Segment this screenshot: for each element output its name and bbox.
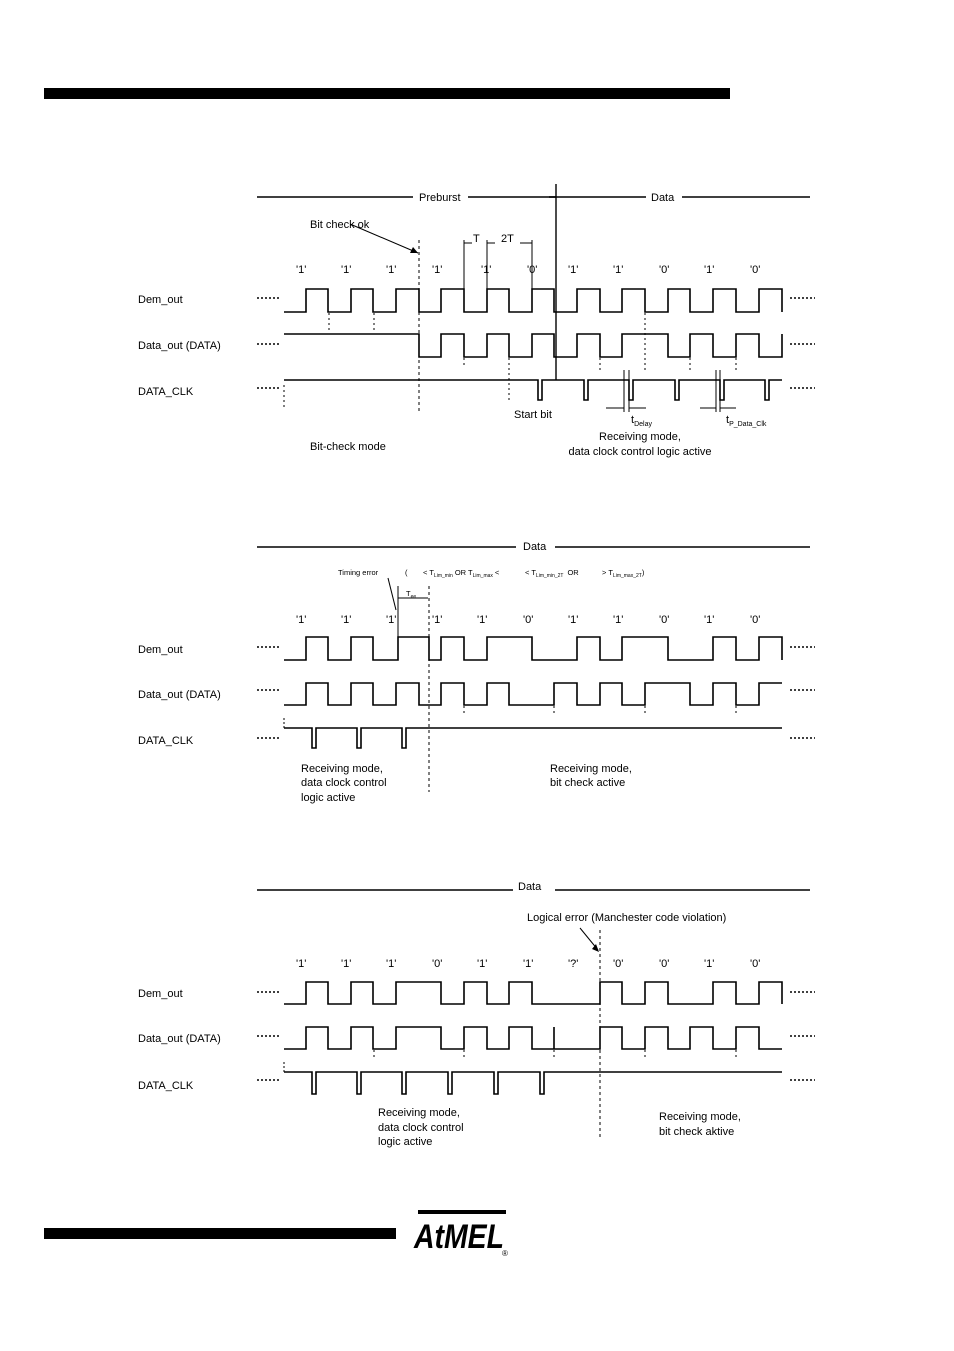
atmel-logo bbox=[410, 1206, 510, 1258]
d3-left-line2: data clock control bbox=[378, 1122, 464, 1134]
d2-open-paren: ( bbox=[405, 568, 408, 577]
d1-header-data: Data bbox=[651, 192, 675, 204]
d1-bit: '0' bbox=[527, 264, 538, 276]
d2-bit: '1' bbox=[432, 614, 443, 626]
d1-bit: '1' bbox=[386, 264, 397, 276]
d2-bit: '0' bbox=[523, 614, 534, 626]
d1-bit-labels bbox=[296, 264, 760, 276]
d3-bit: '1' bbox=[341, 958, 352, 970]
d3-signal-data-clk: DATA_CLK bbox=[138, 1080, 194, 1092]
d3-signal-data-out: Data_out (DATA) bbox=[138, 1033, 221, 1045]
d2-right-line1: Receiving mode, bbox=[550, 763, 632, 775]
d3-signal-dem-out: Dem_out bbox=[138, 988, 183, 1000]
d1-bit-check-ok: Bit check ok bbox=[310, 219, 370, 231]
d3-bit-labels bbox=[296, 958, 760, 970]
d2-bit: '1' bbox=[704, 614, 715, 626]
d2-bit: '0' bbox=[750, 614, 761, 626]
d3-bit: '1' bbox=[296, 958, 307, 970]
d1-bit: '1' bbox=[481, 264, 492, 276]
d2-bit: '1' bbox=[477, 614, 488, 626]
d2-bit-labels bbox=[296, 614, 760, 626]
d1-start-bit: Start bit bbox=[514, 409, 552, 421]
d2-bit: '0' bbox=[659, 614, 670, 626]
d3-bit: '0' bbox=[613, 958, 624, 970]
d2-left-line2: data clock control bbox=[301, 777, 387, 789]
d3-left-line1: Receiving mode, bbox=[378, 1107, 460, 1119]
d2-lim-min: < $T_{Lim\_min}$ OR $T_{Lim\_max}$ < bbox=[423, 568, 500, 579]
d3-bit: '0' bbox=[750, 958, 761, 970]
d2-signal-data-clk: DATA_CLK bbox=[138, 735, 194, 747]
d3-header-data: Data bbox=[518, 881, 542, 893]
d2-bit: '1' bbox=[613, 614, 624, 626]
d2-header-data: Data bbox=[523, 541, 547, 553]
d3-bit: '?' bbox=[568, 958, 579, 970]
logo-registered: ® bbox=[502, 1249, 508, 1258]
d1-bit-check-mode: Bit-check mode bbox=[310, 441, 386, 453]
d3-bit: '1' bbox=[523, 958, 534, 970]
d2-bit: '1' bbox=[341, 614, 352, 626]
d1-bit: '1' bbox=[613, 264, 624, 276]
d1-receiving-mode-2: data clock control logic active bbox=[568, 446, 712, 458]
d3-bit: '1' bbox=[386, 958, 397, 970]
d1-bit: '1' bbox=[704, 264, 715, 276]
d3-left-line3: logic active bbox=[378, 1136, 433, 1148]
d2-timing-error: Timing error bbox=[338, 568, 379, 577]
d2-right-line2: bit check active bbox=[550, 777, 626, 789]
d2-tee: $T_{ee}$ bbox=[406, 589, 417, 600]
logo-text: AtMEL bbox=[413, 1218, 504, 1256]
diagram-2 bbox=[257, 547, 815, 792]
d3-bit: '1' bbox=[477, 958, 488, 970]
d1-signal-data-out: Data_out (DATA) bbox=[138, 340, 221, 352]
d3-right-line2: bit check aktive bbox=[659, 1126, 735, 1138]
d1-signal-data-clk: DATA_CLK bbox=[138, 386, 194, 398]
d2-bit: '1' bbox=[296, 614, 307, 626]
d3-logical-error: Logical error (Manchester code violation) bbox=[527, 912, 727, 924]
d1-bit: '0' bbox=[659, 264, 670, 276]
d2-bit: '1' bbox=[568, 614, 579, 626]
d3-bit: '0' bbox=[432, 958, 443, 970]
d1-signal-dem-out: Dem_out bbox=[138, 294, 183, 306]
d1-t-delay: $t_{Delay}$ bbox=[631, 414, 652, 428]
d1-receiving-mode-1: Receiving mode, bbox=[599, 431, 681, 443]
d2-signal-dem-out: Dem_out bbox=[138, 644, 183, 656]
d3-bit: '0' bbox=[659, 958, 670, 970]
d2-left-line3: logic active bbox=[301, 792, 356, 804]
d3-bit: '1' bbox=[704, 958, 715, 970]
d1-bit: '1' bbox=[432, 264, 443, 276]
d2-left-line1: Receiving mode, bbox=[301, 763, 383, 775]
d1-bit: '0' bbox=[750, 264, 761, 276]
d2-bit: '1' bbox=[386, 614, 397, 626]
d1-T-label: T bbox=[473, 233, 480, 245]
d1-bit: '1' bbox=[341, 264, 352, 276]
d1-2T-label: 2T bbox=[501, 233, 514, 245]
d3-right-line1: Receiving mode, bbox=[659, 1111, 741, 1123]
d1-bit: '1' bbox=[296, 264, 307, 276]
d1-header-preburst: Preburst bbox=[419, 192, 461, 204]
d2-lim-max-2t: > $T_{Lim\_max\_2T}$) bbox=[602, 568, 645, 579]
d2-timing-error-line bbox=[338, 568, 645, 600]
d1-t-pdataclk: $t_{P\_Data\_Clk}$ bbox=[726, 414, 767, 428]
d1-bit: '1' bbox=[568, 264, 579, 276]
diagram-3 bbox=[257, 890, 815, 1138]
d2-lim-min-2t: < $T_{Lim\_min\_2T}$ OR bbox=[525, 568, 579, 579]
d2-signal-data-out: Data_out (DATA) bbox=[138, 689, 221, 701]
